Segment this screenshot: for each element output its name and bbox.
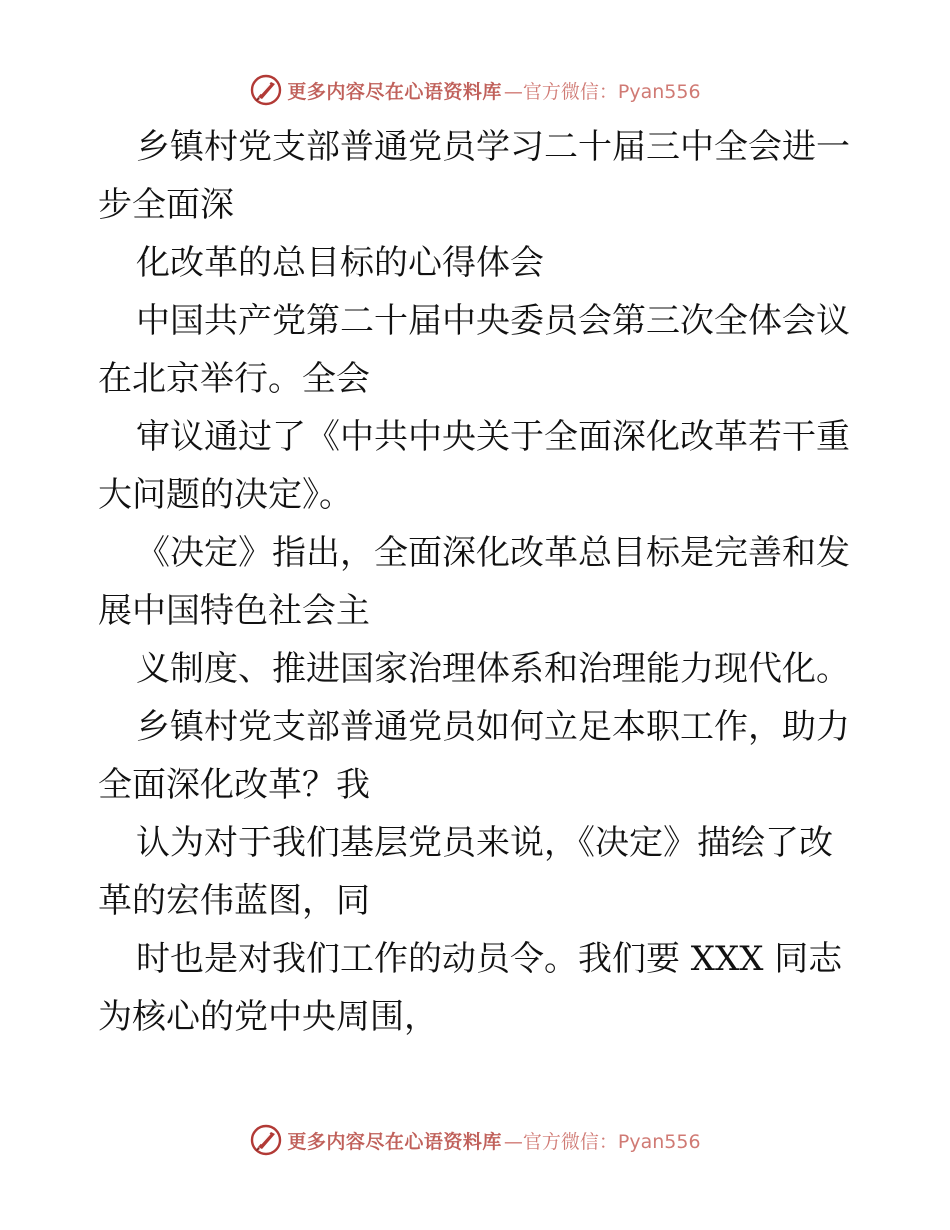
text-line: 乡镇村党支部普通党员学习二十届三中全会进一 <box>136 127 850 167</box>
text-line: 为核心的党中央周围， <box>98 997 438 1037</box>
text-line: 时也是对我们工作的动员令。我们要 XXX 同志 <box>136 939 843 979</box>
footer-banner <box>0 1122 950 1158</box>
text-line: 中国共产党第二十届中央委员会第三次全体会议 <box>136 301 850 341</box>
text-line: 步全面深 <box>98 185 234 225</box>
text-line: 《决定》指出，全面深化改革总目标是完善和发 <box>136 533 850 573</box>
text-line: 化改革的总目标的心得体会 <box>136 243 544 283</box>
banner-wechat-text: —官方微信：Pyan556 <box>503 1130 701 1153</box>
text-line: 认为对于我们基层党员来说，《决定》描绘了改 <box>136 823 833 863</box>
text-line: 乡镇村党支部普通党员如何立足本职工作，助力 <box>136 707 850 747</box>
text-line: 全面深化改革？我 <box>98 765 370 805</box>
text-line: 革的宏伟蓝图，同 <box>98 881 370 921</box>
document-text <box>98 118 858 1046</box>
banner-main-text: 更多内容尽在心语资料库 <box>287 1130 502 1153</box>
text-line: 展中国特色社会主 <box>98 591 370 631</box>
text-line: 审议通过了《中共中央关于全面深化改革若干重 <box>136 417 850 457</box>
banner-main-text: 更多内容尽在心语资料库 <box>287 80 502 103</box>
quill-pen-seal-icon <box>249 73 283 107</box>
header-banner <box>0 72 950 108</box>
text-line: 义制度、推进国家治理体系和治理能力现代化。 <box>136 649 850 689</box>
text-line: 大问题的决定》。 <box>98 475 353 515</box>
quill-pen-seal-icon <box>249 1123 283 1157</box>
text-line: 在北京举行。全会 <box>98 359 370 399</box>
banner-wechat-text: —官方微信：Pyan556 <box>503 80 701 103</box>
document-body <box>98 118 858 1046</box>
